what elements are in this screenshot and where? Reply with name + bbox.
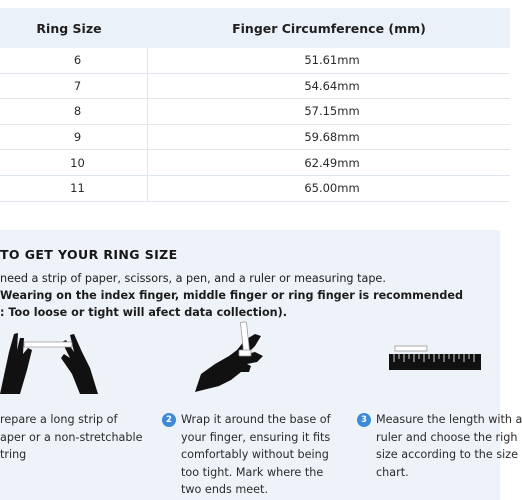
paper-strip-hands-icon	[0, 322, 110, 400]
circumference-cell: 57.15mm	[148, 99, 510, 125]
table-row	[0, 176, 510, 202]
ring-size-cell: 7	[0, 74, 148, 100]
step-2-text: Wrap it around the base of your finger, ensuring it fits comfortably without being too tight. Mark where the two ends meet.	[181, 413, 331, 496]
ring-size-cell: 6	[0, 48, 148, 74]
ring-size-cell: 10	[0, 150, 148, 176]
guide-intro: need a strip of paper, scissors, a pen, and a ruler or measuring tape.	[0, 272, 386, 285]
finger-wrap-icon	[185, 322, 281, 400]
ring-size-cell: 9	[0, 125, 148, 151]
ring-size-guide	[0, 230, 522, 500]
step-2-badge: 2	[162, 413, 176, 427]
ring-size-table	[0, 8, 510, 202]
circumference-cell: 59.68mm	[148, 125, 510, 151]
circumference-cell: 51.61mm	[148, 48, 510, 74]
circumference-cell: 54.64mm	[148, 74, 510, 100]
table-row	[0, 150, 510, 176]
guide-note: : Too loose or tight will afect data collection).	[0, 306, 287, 319]
circumference-cell: 62.49mm	[148, 150, 510, 176]
column-header-finger-circumference: Finger Circumference (mm)	[148, 8, 510, 48]
table-row	[0, 74, 510, 100]
guide-title: TO GET YOUR RING SIZE	[0, 247, 178, 262]
step-3-badge: 3	[357, 413, 371, 427]
ring-size-cell: 11	[0, 176, 148, 202]
table-row	[0, 48, 510, 74]
table-row	[0, 125, 510, 151]
circumference-cell: 65.00mm	[148, 176, 510, 202]
table-row	[0, 99, 510, 125]
ring-size-cell: 8	[0, 99, 148, 125]
guide-recommendation: Wearing on the index finger, middle finger or ring finger is recommended	[0, 289, 463, 302]
step-1-text: repare a long strip of aper or a non-stretchable tring	[0, 413, 143, 461]
step-3-text: Measure the length with a ruler and choose the righ size according to the size chart.	[376, 413, 522, 479]
column-header-ring-size: Ring Size	[0, 8, 148, 48]
table-header-row	[0, 8, 510, 48]
ruler-icon	[385, 340, 485, 380]
